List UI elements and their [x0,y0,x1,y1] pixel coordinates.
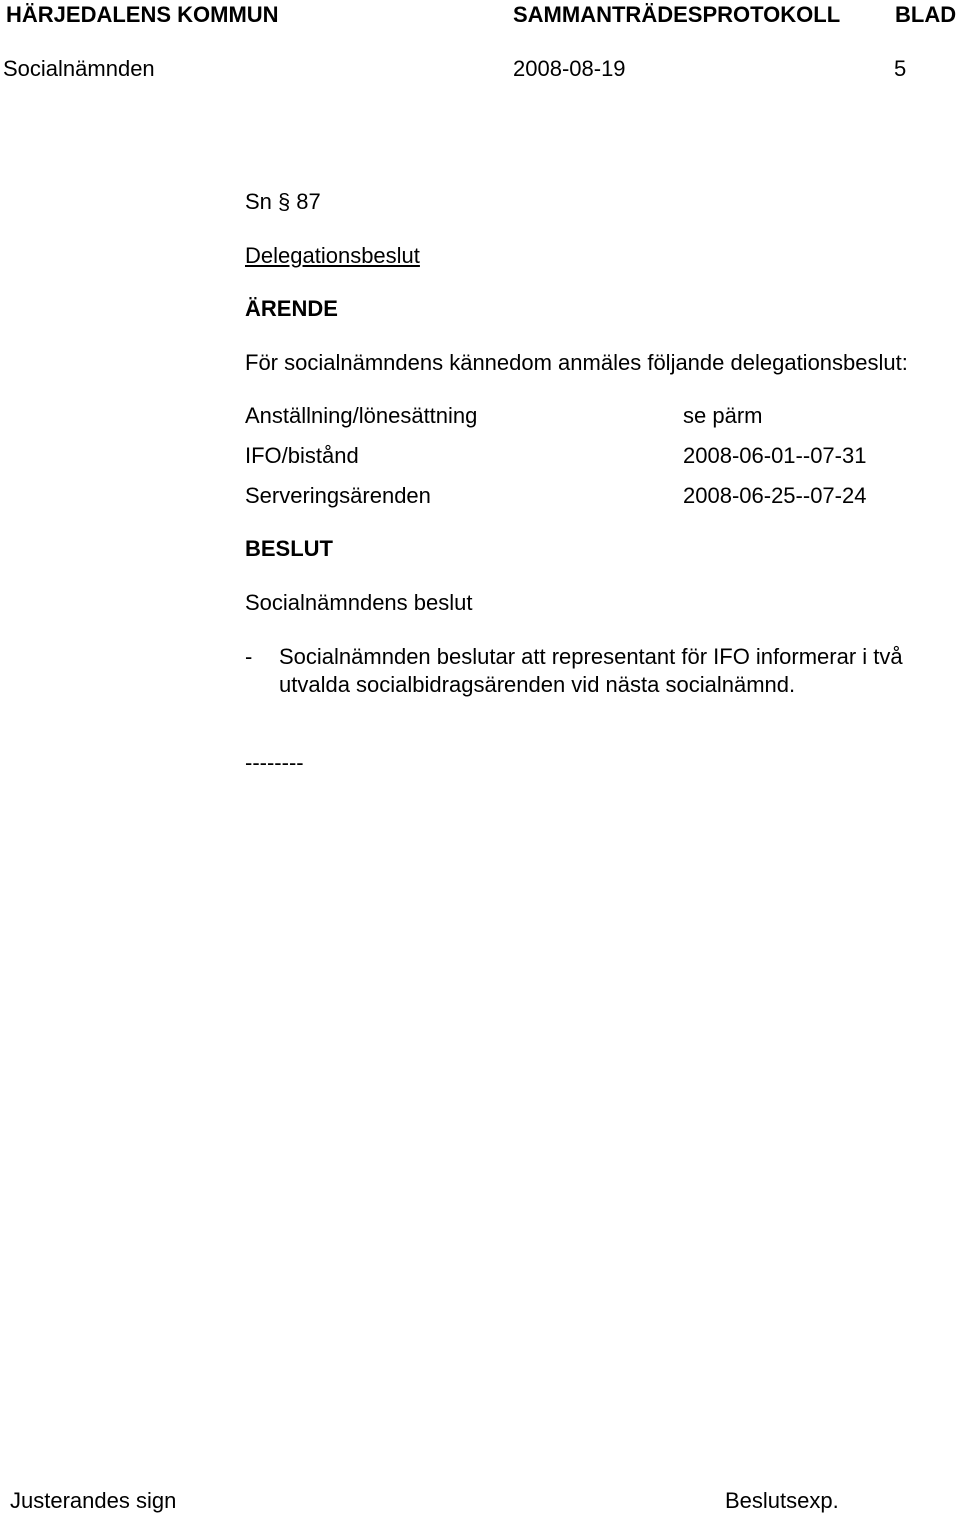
beslut-heading: BESLUT [245,536,333,561]
delegation-item-label: IFO/bistånd [245,443,359,468]
arende-intro: För socialnämndens kännedom anmäles följande delegationsbeslut: [245,350,908,375]
delegation-item-value: se pärm [683,403,763,428]
decision-text-line: utvalda socialbidragsärenden vid nästa socialnämnd. [279,672,796,697]
header-blad-label: BLAD [895,2,957,27]
arende-heading: ÄRENDE [245,296,338,321]
paragraph-reference [245,191,321,213]
decision-text-line: Socialnämnden beslutar att representant för IFO informerar i två [279,644,903,669]
beslut-subheading: Socialnämndens beslut [245,590,473,615]
paragraph-prefix: Sn [245,189,272,214]
section-title: Delegationsbeslut [245,243,420,268]
delegation-item-value: 2008-06-25--07-24 [683,483,867,508]
footer-justerandes-sign: Justerandes sign [10,1488,177,1513]
delegation-item-value: 2008-06-01--07-31 [683,443,867,468]
delegation-item-label: Anställning/lönesättning [245,403,478,428]
section-symbol: § [278,189,291,214]
header-meeting-date: 2008-08-19 [513,56,626,81]
footer-beslutsexp: Beslutsexp. [725,1488,839,1513]
section-separator: -------- [245,750,304,775]
header-document-type: SAMMANTRÄDESPROTOKOLL [513,2,841,27]
header-organization: HÄRJEDALENS KOMMUN [6,2,279,27]
delegation-item-label: Serveringsärenden [245,483,431,508]
header-page-number: 5 [894,56,907,81]
decision-bullet: - [245,644,253,669]
paragraph-number: 87 [296,189,321,214]
header-committee: Socialnämnden [3,56,155,81]
